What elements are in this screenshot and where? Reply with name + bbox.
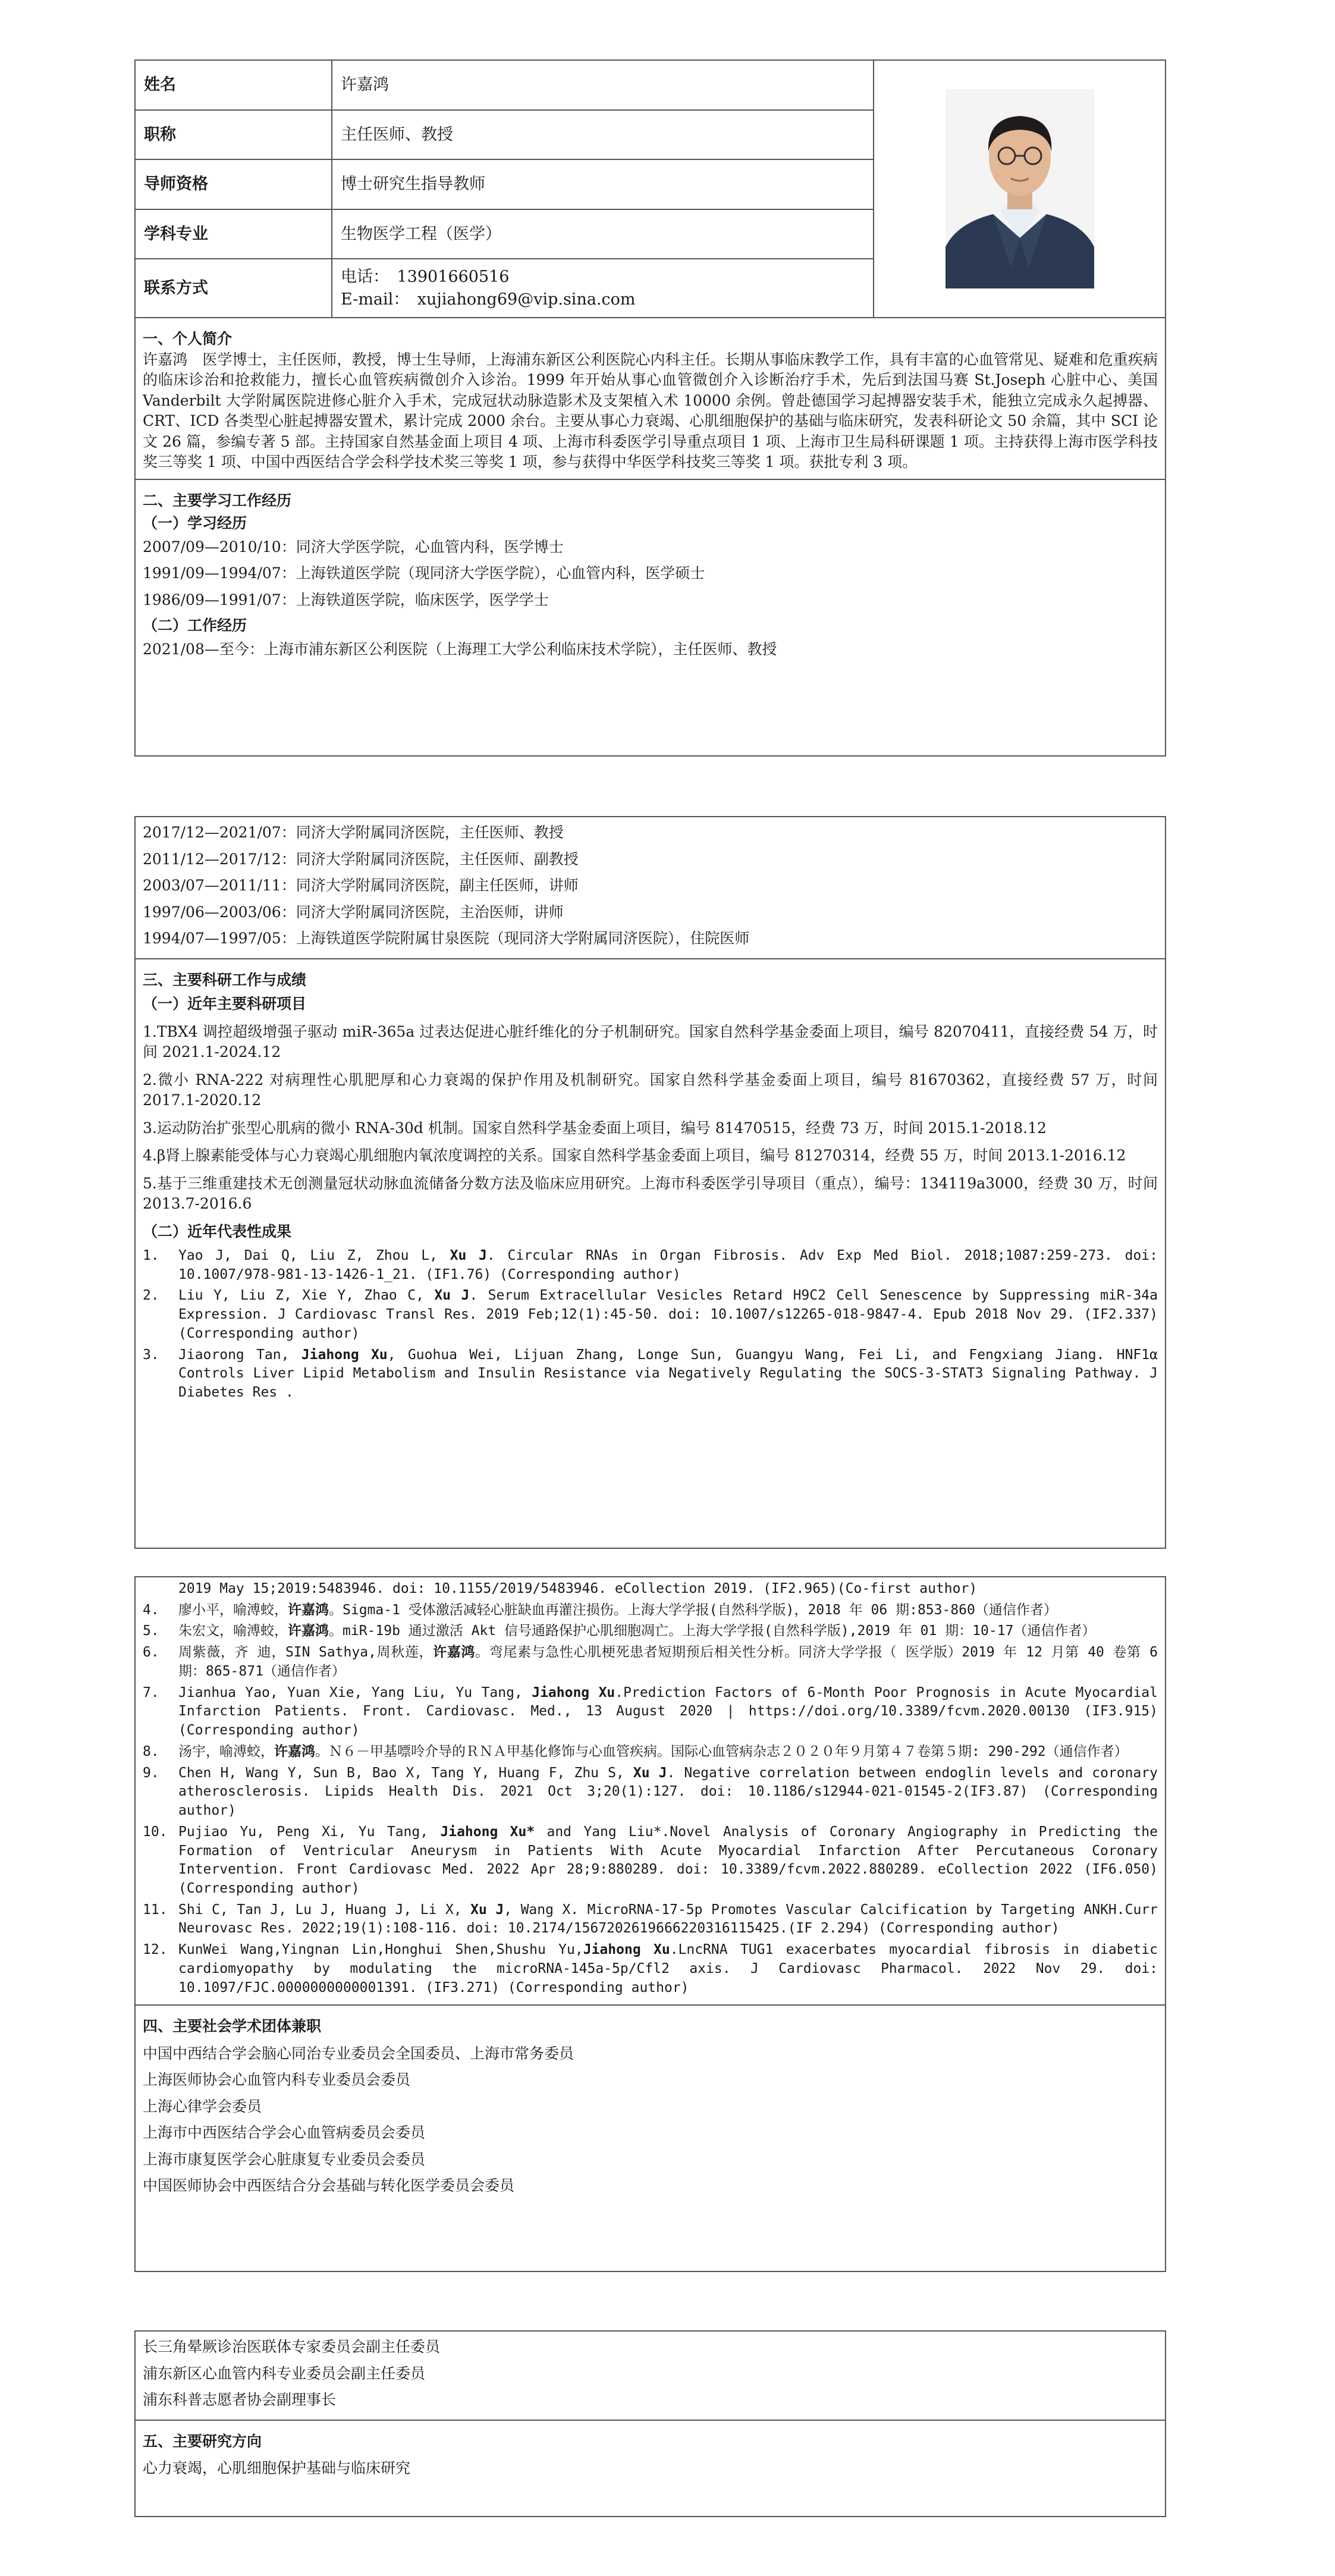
publication-item: 7. Jianhua Yao, Yuan Xie, Yang Liu, Yu Tang, Jiahong Xu.Prediction Factors of 6-Month Poor Prognosis in Acute Myocardial Infarction Patients. Front. Cardiovasc. Med., 13 August 2020 | https://doi.org/10.3389/fcvm.2020.00130 (IF3.915) (Corresponding author) [143, 1684, 1158, 1739]
publication-item: 12. KunWei Wang,Yingnan Lin,Honghui Shen,Shushu Yu,Jiahong Xu.LncRNA TUG1 exacerbates myocardial fibrosis in diabetic cardiomyopathy by modulating the microRNA-145a-5p/Cfl2 axis. J Cardiovasc Pharmacol. 2022 Nov 29. doi: 10.1097/FJC.0000000000001391. (IF3.271) (Corresponding author) [143, 1942, 1158, 1995]
phone: 电话： 13901660516 [341, 268, 510, 287]
section-intro [136, 318, 1165, 480]
field-value [332, 259, 873, 317]
publication-item: 1. Yao J, Dai Q, Liu Z, Zhou L, Xu J. Circular RNAs in Organ Fibrosis. Adv Exp Med Biol. 2018;1087:259-273. doi: 10.1007/978-981-13-1426-1_21. (IF1.76) (Corresponding author) [143, 1248, 1158, 1282]
profile-row-contact [136, 259, 873, 317]
publication-item: 2. Liu Y, Liu Z, Xie Y, Zhao C, Xu J. Serum Extracellular Vesicles Retard H9C2 Cell Senescence by Suppressing miR-34a Expression. J Cardiovasc Transl Res. 2019 Feb;12(1):45-50. doi: 10.1007/s12265-018-9847-4. Epub 2018 Nov 29. (IF2.337) (Corresponding author) [143, 1288, 1158, 1341]
section-heading: 三、主要科研工作与成绩 [143, 971, 307, 989]
society-item: 中国医师协会中西医结合分会基础与转化医学委员会委员 [143, 2177, 515, 2195]
project-item: 2.微小 RNA-222 对病理性心肌肥厚和心力衰竭的保护作用及机制研究。国家自然科学基金委面上项目，编号 81670362，直接经费 57 万，时间 2017.1-2020.12 [143, 1071, 1158, 1109]
work-history-continued [136, 817, 1165, 959]
page-2 [134, 816, 1166, 1549]
field-value: 许嘉鸿 [341, 76, 389, 95]
subsection-heading: （二）工作经历 [143, 617, 247, 634]
study-item: 1986/09—1991/07：上海铁道医学院，临床医学，医学学士 [143, 591, 549, 608]
field-value: 主任医师、教授 [341, 125, 453, 144]
society-item: 中国中西结合学会脑心同治专业委员会全国委员、上海市常务委员 [143, 2044, 574, 2062]
page-4 [134, 2330, 1166, 2517]
society-item: 上海市中西医结合学会心血管病委员会委员 [143, 2124, 426, 2142]
subsection-heading: （一）学习经历 [143, 514, 247, 532]
profile-row-title [136, 111, 873, 161]
society-item: 上海医师协会心血管内科专业委员会委员 [143, 2071, 411, 2089]
subsection-heading: （二）近年代表性成果 [143, 1222, 292, 1240]
field-value: 博士研究生指导教师 [341, 175, 485, 194]
publication-item: 6. 周紫薇，齐 迪，SIN Sathya,周秋莲，许嘉鸿。弯尾素与急性心肌梗死患者短期预后相关性分析。同济大学学报（ 医学版）2019 年 12 月第 40 卷第 6 期：865-871（通信作者） [143, 1645, 1158, 1679]
work-item: 2017/12—2021/07：同济大学附属同济医院，主任医师、教授 [143, 824, 564, 841]
publication-item: 8. 汤宇，喻溥蛟，许嘉鸿。Ｎ６－甲基嘌呤介导的ＲＮＡ甲基化修饰与心血管疾病。国际心血管病杂志２０２０年９月第４７卷第５期: 290-292（通信作者） [143, 1743, 1128, 1759]
profile-row-major [136, 210, 873, 260]
section-heading: 四、主要社会学术团体兼职 [143, 2017, 322, 2035]
publication-item: 10. Pujiao Yu, Peng Xi, Yu Tang, Jiahong Xu* and Yang Liu*.Novel Analysis of Coronary Angiography in Predicting the Formation of Ventricular Aneurysm in Patients With Acute Myocardial Infarction After Percutaneous Coronary Intervention. Front Cardiovasc Med. 2022 Apr 28;9:880289. doi: 10.3389/fcvm.2022.880289. eCollection 2022 (IF6.050) (Corresponding author) [143, 1824, 1158, 1897]
project-item: 3.运动防治扩张型心肌病的微小 RNA-30d 机制。国家自然科学基金委面上项目，编号 81470515，经费 73 万，时间 2015.1-2018.12 [143, 1119, 1047, 1137]
society-item: 浦东新区心血管内科专业委员会副主任委员 [143, 2364, 426, 2382]
section-research [136, 959, 1165, 1410]
publication-item: 9. Chen H, Wang Y, Sun B, Bao X, Tang Y, Huang F, Zhu S, Xu J. Negative correlation between endoglin levels and coronary atherosclerosis. Lipids Health Dis. 2021 Oct 3;20(1):127. doi: 10.1186/s12944-021-01545-2(IF3.87) (Corresponding author) [143, 1765, 1158, 1819]
work-item: 1997/06—2003/06：同济大学附属同济医院，主治医师，讲师 [143, 903, 564, 921]
field-label: 职称 [136, 111, 332, 159]
publication-list [143, 1245, 1158, 1404]
photo-cell [874, 61, 1165, 317]
profile-row-name [136, 61, 873, 111]
society-continued [136, 2332, 1165, 2421]
work-item: 2003/07—2011/11：同济大学附属同济医院，副主任医师，讲师 [143, 877, 579, 894]
study-item: 2007/09—2010/10：同济大学医学院，心血管内科，医学博士 [143, 538, 564, 556]
publications-continued [136, 1577, 1165, 2006]
portrait-photo [946, 89, 1094, 288]
field-label: 学科专业 [136, 210, 332, 259]
publication-list [143, 1579, 1158, 1998]
society-item: 上海市康复医学会心脏康复专业委员会委员 [143, 2150, 426, 2168]
intro-text: 许嘉鸿 医学博士，主任医师，教授，博士生导师，上海浦东新区公利医院心内科主任。长期从事临床教学工作，具有丰富的心血管常见、疑难和危重疾病的临床诊治和抢救能力，擅长心血管疾病微创介入诊治。1999 年开始从事心血管微创介入诊断治疗手术，先后到法国马赛 St.Joseph 心脏中心、美国 Vanderbilt 大学附属医院进修心脏介入手术，完成冠状动脉造影术及支架植入术 10000 余例。曾赴德国学习起搏器安装手术，能独立完成永久起搏器、CRT、ICD 各类型心脏起搏器安置术，累计完成 2000 余台。主要从事心力衰竭、心肌细胞保护的基础与临床研究，发表科研论文 50 余篇，其中 SCI 论文 26 篇，参编专著 5 部。主持国家自然基金面上项目 4 项、上海市科委医学引导重点项目 1 项、上海市卫生局科研课题 1 项。主持获得上海市医学科技奖三等奖 1 项、中国中西医结合学会科学技术奖三等奖 1 项，参与获得中华医学科技奖三等奖 1 项。获批专利 3 项。 [143, 350, 1158, 470]
section-experience [136, 480, 1165, 669]
society-item: 上海心律学会委员 [143, 2097, 262, 2115]
field-value: 生物医学工程（医学） [341, 225, 501, 243]
society-item: 长三角晕厥诊治医联体专家委员会副主任委员 [143, 2338, 441, 2355]
society-item: 浦东科普志愿者协会副理事长 [143, 2391, 337, 2408]
work-item: 2021/08—至今：上海市浦东新区公利医院（上海理工大学公利临床技术学院），主任医师、教授 [143, 640, 777, 658]
work-item: 2011/12—2017/12：同济大学附属同济医院，主任医师、副教授 [143, 850, 579, 868]
section-direction [136, 2421, 1165, 2488]
section-heading: 一、个人简介 [143, 330, 233, 347]
publication-item: 5. 朱宏文，喻溥蛟，许嘉鸿。miR-19b 通过激活 Akt 信号通路保护心肌细胞凋亡。上海大学学报(自然科学版),2019 年 01 期：10-17（通信作者） [143, 1623, 1096, 1639]
publication-item: 2019 May 15;2019:5483946. doi: 10.1155/2019/5483946. eCollection 2019. (IF2.965)(Co-first author) [178, 1581, 978, 1596]
field-label: 导师资格 [136, 160, 332, 209]
work-item: 1994/07—1997/05：上海铁道医学院附属甘泉医院（现同济大学附属同济医院），住院医师 [143, 930, 750, 947]
publication-item: 11. Shi C, Tan J, Lu J, Huang J, Li X, Xu J, Wang X. MicroRNA-17-5p Promotes Vascular Calcification by Targeting ANKH.Curr Neurovasc Res. 2022;19(1):108-116. doi: 10.2174/1567202619666220316115425.(IF 2.294) (Corresponding author) [143, 1902, 1158, 1937]
project-item: 1.TBX4 调控超级增强子驱动 miR-365a 过表达促进心脏纤维化的分子机制研究。国家自然科学基金委面上项目，编号 82070411，直接经费 54 万，时间 2021.1-2024.12 [143, 1022, 1158, 1060]
subsection-heading: （一）近年主要科研项目 [143, 995, 307, 1012]
page-3 [134, 1576, 1166, 2272]
section-heading: 五、主要研究方向 [143, 2432, 262, 2450]
profile-row-supervisor [136, 160, 873, 210]
project-item: 5.基于三维重建技术无创测量冠状动脉血流储备分数方法及临床应用研究。上海市科委医学引导项目（重点），编号：134119a3000，经费 30 万，时间 2013.7-2016.6 [143, 1174, 1158, 1212]
project-item: 4.β肾上腺素能受体与心力衰竭心肌细胞内氧浓度调控的关系。国家自然科学基金委面上项目，编号 81270314，经费 55 万，时间 2013.1-2016.12 [143, 1147, 1126, 1164]
publication-item: 4. 廖小平，喻溥蛟，许嘉鸿。Sigma-1 受体激活减轻心脏缺血再灌注损伤。上海大学学报(自然科学版)，2018 年 06 期:853-860（通信作者） [143, 1602, 1057, 1618]
section-society [136, 2006, 1165, 2205]
email[interactable]: E-mail： xujiahong69@vip.sina.com [341, 290, 636, 309]
field-label: 姓名 [136, 61, 332, 109]
direction-text: 心力衰竭，心肌细胞保护基础与临床研究 [143, 2459, 411, 2477]
publication-item: 3. Jiaorong Tan, Jiahong Xu, Guohua Wei, Lijuan Zhang, Longe Sun, Guangyu Wang, Fei Li, and Fengxiang Jiang. HNF1α Controls Liver Lipid Metabolism and Insulin Resistance via Negatively Regulating the SOCS-3-STAT3 Signaling Pathway. J Diabetes Res . [143, 1347, 1158, 1401]
section-heading: 二、主要学习工作经历 [143, 491, 292, 509]
page-1 [134, 59, 1166, 757]
profile-table [136, 61, 1165, 318]
field-label: 联系方式 [136, 259, 332, 317]
study-item: 1991/09—1994/07：上海铁道医学院（现同济大学医学院），心血管内科，医学硕士 [143, 564, 705, 582]
